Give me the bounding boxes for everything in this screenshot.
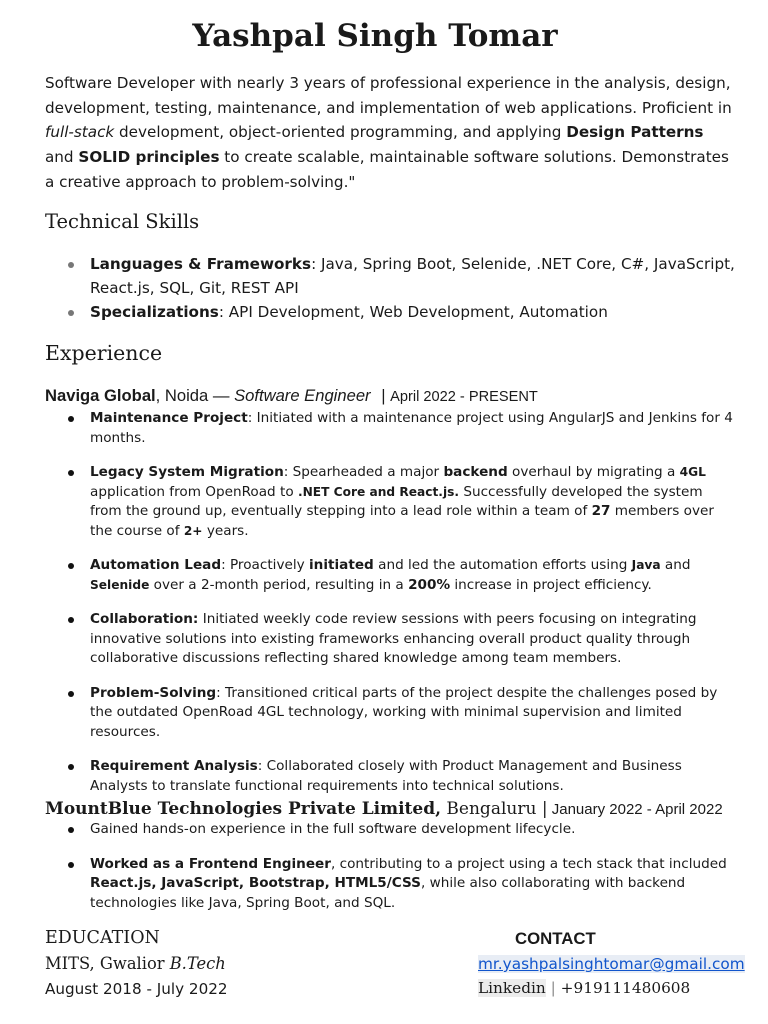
skills-item-languages: [45, 253, 735, 300]
job2-dates: January 2022 - April 2022: [547, 801, 723, 818]
bullet-text: Initiated weekly code review sessions with peers focusing on integrating innovative solutions into existing frameworks enhancing overall product quality through collaborative discussions reflecting shared knowledge among team members.: [90, 611, 697, 666]
job1-bullets: [45, 409, 735, 811]
bullet-label: Worked as a Frontend Engineer: [90, 855, 331, 872]
skill-text: : API Development, Web Development, Automation: [218, 303, 608, 321]
education-school: [45, 954, 226, 973]
email-link[interactable]: mr.yashpalsinghtomar@gmail.com: [478, 955, 745, 973]
summary-text: and: [45, 148, 79, 167]
job2-company: MountBlue Technologies Private Limited,: [45, 799, 442, 819]
contact-heading: CONTACT: [515, 929, 596, 948]
job2-separator: |: [541, 799, 548, 819]
bullet-keyword: 2+: [183, 523, 203, 538]
skill-label: Languages & Frameworks: [90, 255, 312, 273]
bullet-text: Gained hands-on experience in the full software development lifecycle.: [90, 821, 576, 837]
job1-location: , Noida —: [155, 386, 235, 405]
school-name: MITS, Gwalior: [45, 954, 170, 973]
bullet-text: years.: [202, 522, 249, 539]
bullet-keyword: backend: [443, 464, 508, 480]
job1-bullet-requirements: [45, 757, 735, 796]
bullet-label: Maintenance Project: [90, 410, 248, 426]
bullet-text: : Collaborated closely with Product Management and Business Analysts to translate functional requirements into technical solutions.: [90, 758, 682, 794]
job1-bullet-migration: [45, 463, 735, 541]
bullet-keyword: Selenide: [90, 577, 150, 592]
job1-bullet-automation: [45, 556, 735, 595]
job2-bullets: [45, 820, 735, 928]
bullet-text: and: [660, 557, 691, 573]
education-heading: EDUCATION: [45, 928, 160, 948]
contact-line: [478, 979, 690, 997]
skills-list: [45, 253, 735, 326]
bullet-text: application from OpenRoad to: [90, 483, 298, 500]
bullet-text: Successfully developed the system from the ground up, eventually stepping into a lead role within a team of: [90, 483, 703, 519]
linkedin-link[interactable]: Linkedin: [478, 979, 546, 997]
bullet-keyword: React.js, JavaScript, Bootstrap, HTML5/CSS: [90, 875, 421, 891]
bullet-keyword: Java: [631, 558, 661, 572]
bullet-label: Problem-Solving: [90, 684, 217, 701]
bullet-keyword: 4GL: [679, 465, 706, 479]
job2-bullet-lifecycle: [45, 820, 735, 840]
bullet-text: : Initiated with a maintenance project using AngularJS and Jenkins for 4 months.: [90, 410, 733, 446]
bullet-label: Requirement Analysis: [90, 758, 258, 774]
bullet-text: : Spearheaded a major: [283, 464, 444, 480]
job2-header: [45, 799, 723, 819]
summary-keyword: SOLID principles: [78, 148, 220, 167]
skill-text: : Java, Spring Boot, Selenide, .NET Core, C#, JavaScript, React.js, SQL, Git, REST API: [90, 255, 735, 297]
bullet-text: and led the automation efforts using: [373, 557, 632, 573]
job1-header: [45, 386, 538, 406]
bullet-keyword: initiated: [309, 557, 374, 573]
bullet-keyword: 27: [591, 503, 611, 519]
job1-bullet-problem-solving: [45, 684, 735, 743]
summary-text: to create scalable, maintainable software solutions. Demonstrates a creative approach to problem-solving.": [45, 148, 729, 191]
bullet-text: increase in project efficiency.: [450, 576, 652, 593]
job2-location: Bengaluru: [441, 799, 542, 819]
job1-bullet-maintenance: [45, 409, 735, 448]
degree: B.Tech: [169, 954, 226, 973]
job1-title: Software Engineer: [234, 386, 371, 405]
job1-dates: April 2022 - PRESENT: [390, 389, 538, 405]
experience-heading: Experience: [45, 341, 163, 365]
summary-paragraph: [45, 71, 735, 195]
bullet-text: : Transitioned critical parts of the project despite the challenges posed by the outdated OpenRoad 4GL technology, working with minimal supervision and limited resources.: [90, 684, 718, 740]
bullet-text: , while also collaborating with backend technologies like Java, Spring Boot, and SQL.: [90, 875, 686, 911]
bullet-label: Automation Lead: [90, 557, 222, 573]
summary-text: Software Developer with nearly 3 years of professional experience in the analysis, design, development, testing, maintenance, and implementation of web applications. Proficient in: [45, 74, 732, 117]
bullet-label: Legacy System Migration: [90, 464, 284, 480]
summary-text: development, object-oriented programming, and applying: [114, 123, 567, 142]
bullet-text: , contributing to a project using a tech stack that included: [330, 855, 727, 872]
phone-number: +919111480608: [560, 979, 691, 997]
job2-bullet-frontend: [45, 855, 735, 914]
bullet-keyword: .NET Core and React.js.: [297, 484, 460, 499]
summary-keyword: Design Patterns: [566, 123, 704, 142]
education-dates: August 2018 - July 2022: [45, 980, 228, 998]
skill-label: Specializations: [90, 303, 219, 321]
bullet-text: overhaul by migrating a: [507, 464, 680, 480]
contact-separator: |: [545, 979, 561, 997]
skills-item-specializations: [45, 301, 735, 325]
job1-separator: |: [381, 386, 386, 405]
job1-company: Naviga Global: [45, 386, 156, 405]
bullet-keyword: 200%: [408, 576, 451, 593]
bullet-text: members over the course of: [90, 503, 714, 539]
bullet-text: over a 2-month period, resulting in a: [149, 576, 409, 593]
job1-bullet-collaboration: [45, 610, 735, 669]
bullet-label: Collaboration:: [90, 611, 199, 627]
candidate-name: Yashpal Singh Tomar: [192, 18, 558, 54]
skills-heading: Technical Skills: [45, 210, 200, 233]
summary-emphasis: full-stack: [45, 123, 115, 142]
bullet-text: : Proactively: [221, 557, 310, 573]
